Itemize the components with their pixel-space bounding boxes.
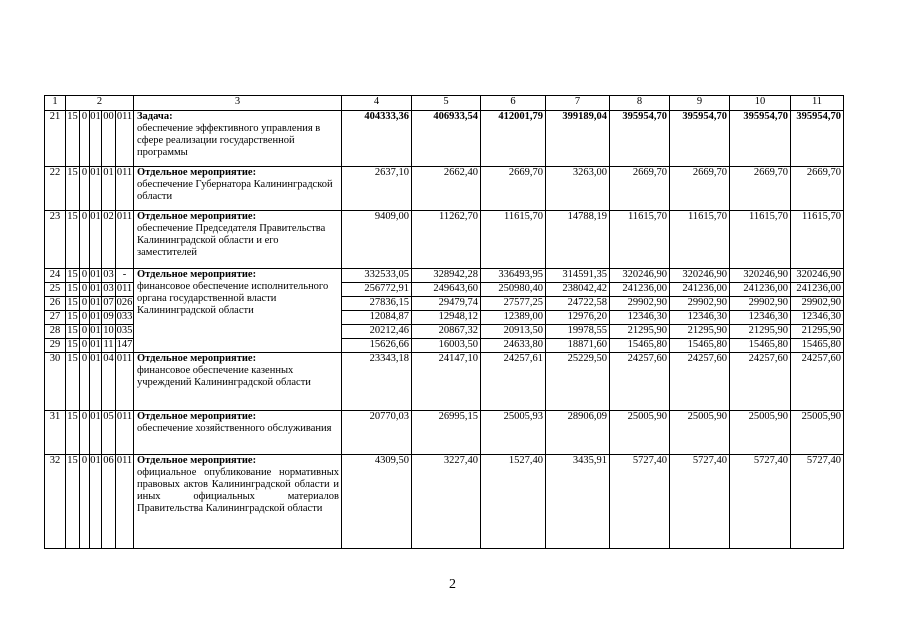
code-cell: 21	[45, 111, 66, 167]
value-cell: 9409,00	[342, 211, 412, 269]
code-cell: 0	[80, 211, 90, 269]
value-cell: 320246,90	[730, 269, 791, 283]
code-cell: 26	[45, 297, 66, 311]
code-cell: 15	[66, 297, 80, 311]
value-cell: 15465,80	[670, 339, 730, 353]
value-cell: 11262,70	[412, 211, 481, 269]
value-cell: 20913,50	[481, 325, 546, 339]
value-cell: 395954,70	[730, 111, 791, 167]
code-cell: 24	[45, 269, 66, 283]
item-title: Отдельное мероприятие:	[137, 269, 257, 280]
value-cell: 28906,09	[546, 411, 610, 455]
value-cell: 11615,70	[481, 211, 546, 269]
code-cell: 0	[80, 411, 90, 455]
code-cell: 05	[102, 411, 116, 455]
value-cell: 256772,91	[342, 283, 412, 297]
code-cell: 27	[45, 311, 66, 325]
code-cell: 01	[102, 167, 116, 211]
code-cell: 011	[116, 455, 134, 549]
code-cell: 15	[66, 283, 80, 297]
header-cell: 11	[791, 96, 844, 111]
code-cell: 01	[90, 211, 102, 269]
value-cell: 395954,70	[791, 111, 844, 167]
item-description: официальное опубликование нормативных правовых актов Калининградской области и иных официальных материалов Правительства Калининградской области	[137, 467, 339, 514]
code-cell: 011	[116, 411, 134, 455]
code-cell: 15	[66, 353, 80, 411]
code-cell: -	[116, 269, 134, 283]
value-cell: 5727,40	[610, 455, 670, 549]
value-cell: 3263,00	[546, 167, 610, 211]
value-cell: 12389,00	[481, 311, 546, 325]
value-cell: 25005,90	[730, 411, 791, 455]
item-title: Отдельное мероприятие:	[137, 167, 257, 178]
value-cell: 21295,90	[791, 325, 844, 339]
code-cell: 15	[66, 339, 80, 353]
code-cell: 15	[66, 211, 80, 269]
value-cell: 19978,55	[546, 325, 610, 339]
code-cell: 035	[116, 325, 134, 339]
value-cell: 24633,80	[481, 339, 546, 353]
value-cell: 24257,61	[481, 353, 546, 411]
value-cell: 2669,70	[610, 167, 670, 211]
code-cell: 01	[90, 297, 102, 311]
code-cell: 32	[45, 455, 66, 549]
header-cell: 3	[134, 96, 342, 111]
value-cell: 25005,90	[610, 411, 670, 455]
value-cell: 241236,00	[670, 283, 730, 297]
value-cell: 12948,12	[412, 311, 481, 325]
value-cell: 15465,80	[610, 339, 670, 353]
code-cell: 01	[90, 167, 102, 211]
code-cell: 0	[80, 455, 90, 549]
value-cell: 2669,70	[670, 167, 730, 211]
value-cell: 12346,30	[610, 311, 670, 325]
code-cell: 30	[45, 353, 66, 411]
code-cell: 01	[90, 111, 102, 167]
code-cell: 22	[45, 167, 66, 211]
value-cell: 399189,04	[546, 111, 610, 167]
value-cell: 24257,60	[791, 353, 844, 411]
value-cell: 24147,10	[412, 353, 481, 411]
code-cell: 0	[80, 269, 90, 283]
value-cell: 26995,15	[412, 411, 481, 455]
code-cell: 01	[90, 283, 102, 297]
value-cell: 25005,90	[791, 411, 844, 455]
value-cell: 27577,25	[481, 297, 546, 311]
value-cell: 404333,36	[342, 111, 412, 167]
code-cell: 0	[80, 311, 90, 325]
value-cell: 12346,30	[791, 311, 844, 325]
item-title: Отдельное мероприятие:	[137, 353, 257, 364]
code-cell: 01	[90, 353, 102, 411]
code-cell: 02	[102, 211, 116, 269]
item-description: обеспечение Губернатора Калининградской области	[137, 179, 333, 202]
value-cell: 1527,40	[481, 455, 546, 549]
value-cell: 20212,46	[342, 325, 412, 339]
code-cell: 01	[90, 411, 102, 455]
item-description: обеспечение хозяйственного обслуживания	[137, 423, 332, 434]
code-cell: 15	[66, 325, 80, 339]
code-cell: 0	[80, 167, 90, 211]
value-cell: 29902,90	[670, 297, 730, 311]
header-cell: 8	[610, 96, 670, 111]
code-cell: 04	[102, 353, 116, 411]
table-row	[45, 353, 844, 411]
item-title: Отдельное мероприятие:	[137, 211, 257, 222]
value-cell: 25005,93	[481, 411, 546, 455]
code-cell: 0	[80, 325, 90, 339]
value-cell: 11615,70	[670, 211, 730, 269]
code-cell: 026	[116, 297, 134, 311]
code-cell: 0	[80, 353, 90, 411]
page-number: 2	[449, 577, 456, 592]
value-cell: 5727,40	[730, 455, 791, 549]
code-cell: 147	[116, 339, 134, 353]
value-cell: 16003,50	[412, 339, 481, 353]
code-cell: 011	[116, 167, 134, 211]
description-cell	[134, 353, 342, 411]
header-cell: 6	[481, 96, 546, 111]
value-cell: 18871,60	[546, 339, 610, 353]
item-title: Задача:	[137, 111, 173, 122]
code-cell: 06	[102, 455, 116, 549]
table-row	[45, 111, 844, 167]
value-cell: 12084,87	[342, 311, 412, 325]
code-cell: 07	[102, 297, 116, 311]
value-cell: 23343,18	[342, 353, 412, 411]
item-title: Отдельное мероприятие:	[137, 455, 257, 466]
value-cell: 11615,70	[730, 211, 791, 269]
value-cell: 24257,60	[670, 353, 730, 411]
code-cell: 15	[66, 269, 80, 283]
code-cell: 10	[102, 325, 116, 339]
code-cell: 033	[116, 311, 134, 325]
value-cell: 3435,91	[546, 455, 610, 549]
value-cell: 29902,90	[791, 297, 844, 311]
code-cell: 011	[116, 211, 134, 269]
table-row	[45, 167, 844, 211]
table-body	[45, 96, 844, 549]
value-cell: 24257,60	[610, 353, 670, 411]
value-cell: 406933,54	[412, 111, 481, 167]
value-cell: 21295,90	[670, 325, 730, 339]
code-cell: 011	[116, 353, 134, 411]
budget-table	[44, 95, 844, 549]
value-cell: 11615,70	[791, 211, 844, 269]
value-cell: 250980,40	[481, 283, 546, 297]
value-cell: 20867,32	[412, 325, 481, 339]
value-cell: 314591,35	[546, 269, 610, 283]
header-cell: 2	[66, 96, 134, 111]
value-cell: 29479,74	[412, 297, 481, 311]
value-cell: 249643,60	[412, 283, 481, 297]
code-cell: 29	[45, 339, 66, 353]
value-cell: 24257,60	[730, 353, 791, 411]
item-description: финансовое обеспечение казенных учреждений Калининградской области	[137, 365, 311, 388]
value-cell: 3227,40	[412, 455, 481, 549]
value-cell: 21295,90	[610, 325, 670, 339]
value-cell: 241236,00	[791, 283, 844, 297]
value-cell: 332533,05	[342, 269, 412, 283]
value-cell: 12346,30	[670, 311, 730, 325]
value-cell: 2669,70	[481, 167, 546, 211]
value-cell: 14788,19	[546, 211, 610, 269]
code-cell: 03	[102, 283, 116, 297]
value-cell: 27836,15	[342, 297, 412, 311]
code-cell: 15	[66, 111, 80, 167]
value-cell: 336493,95	[481, 269, 546, 283]
value-cell: 15465,80	[730, 339, 791, 353]
value-cell: 238042,42	[546, 283, 610, 297]
code-cell: 011	[116, 283, 134, 297]
table-row	[45, 269, 844, 283]
value-cell: 15465,80	[791, 339, 844, 353]
code-cell: 011	[116, 111, 134, 167]
value-cell: 320246,90	[610, 269, 670, 283]
header-cell: 10	[730, 96, 791, 111]
value-cell: 29902,90	[730, 297, 791, 311]
item-description: обеспечение Председателя Правительства Калининградской области и его заместителей	[137, 223, 326, 258]
table-row	[45, 455, 844, 549]
code-cell: 01	[90, 339, 102, 353]
code-cell: 0	[80, 283, 90, 297]
code-cell: 15	[66, 411, 80, 455]
header-cell: 1	[45, 96, 66, 111]
header-cell: 5	[412, 96, 481, 111]
value-cell: 412001,79	[481, 111, 546, 167]
value-cell: 320246,90	[791, 269, 844, 283]
code-cell: 00	[102, 111, 116, 167]
value-cell: 29902,90	[610, 297, 670, 311]
description-cell	[134, 111, 342, 167]
value-cell: 5727,40	[670, 455, 730, 549]
table-row	[45, 211, 844, 269]
value-cell: 24722,58	[546, 297, 610, 311]
description-cell	[134, 455, 342, 549]
code-cell: 23	[45, 211, 66, 269]
value-cell: 4309,50	[342, 455, 412, 549]
code-cell: 15	[66, 167, 80, 211]
header-cell: 9	[670, 96, 730, 111]
description-cell	[134, 167, 342, 211]
description-cell	[134, 269, 342, 353]
item-description: финансовое обеспечение исполнительного органа государственной власти Калининградской области	[137, 281, 329, 316]
value-cell: 2662,40	[412, 167, 481, 211]
value-cell: 241236,00	[730, 283, 791, 297]
value-cell: 2637,10	[342, 167, 412, 211]
header-row	[45, 96, 844, 111]
value-cell: 395954,70	[610, 111, 670, 167]
code-cell: 09	[102, 311, 116, 325]
code-cell: 11	[102, 339, 116, 353]
code-cell: 31	[45, 411, 66, 455]
code-cell: 0	[80, 339, 90, 353]
code-cell: 25	[45, 283, 66, 297]
code-cell: 0	[80, 111, 90, 167]
code-cell: 28	[45, 325, 66, 339]
code-cell: 01	[90, 325, 102, 339]
value-cell: 328942,28	[412, 269, 481, 283]
value-cell: 11615,70	[610, 211, 670, 269]
item-description: обеспечение эффективного управления в сфере реализации государственной программы	[137, 123, 321, 158]
description-cell	[134, 411, 342, 455]
table-row	[45, 411, 844, 455]
code-cell: 0	[80, 297, 90, 311]
description-cell	[134, 211, 342, 269]
value-cell: 2669,70	[791, 167, 844, 211]
code-cell: 01	[90, 455, 102, 549]
item-title: Отдельное мероприятие:	[137, 411, 257, 422]
value-cell: 241236,00	[610, 283, 670, 297]
value-cell: 15626,66	[342, 339, 412, 353]
value-cell: 20770,03	[342, 411, 412, 455]
value-cell: 12976,20	[546, 311, 610, 325]
code-cell: 15	[66, 311, 80, 325]
code-cell: 15	[66, 455, 80, 549]
code-cell: 03	[102, 269, 116, 283]
value-cell: 12346,30	[730, 311, 791, 325]
code-cell: 01	[90, 269, 102, 283]
value-cell: 2669,70	[730, 167, 791, 211]
value-cell: 25005,90	[670, 411, 730, 455]
value-cell: 395954,70	[670, 111, 730, 167]
value-cell: 25229,50	[546, 353, 610, 411]
header-cell: 4	[342, 96, 412, 111]
value-cell: 21295,90	[730, 325, 791, 339]
header-cell: 7	[546, 96, 610, 111]
code-cell: 01	[90, 311, 102, 325]
value-cell: 320246,90	[670, 269, 730, 283]
value-cell: 5727,40	[791, 455, 844, 549]
